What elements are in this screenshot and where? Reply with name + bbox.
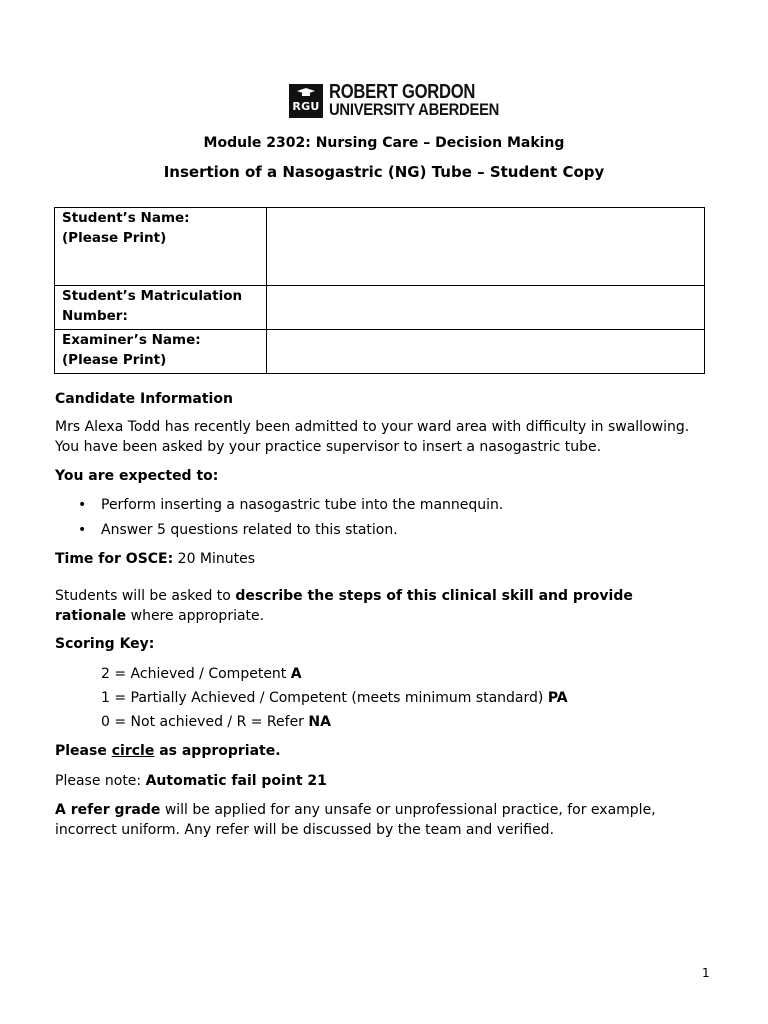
osce-time-label: Time for OSCE: [55,551,174,567]
bullet-icon: • [78,522,87,538]
list-item [78,495,503,520]
osce-time [55,549,255,569]
score-code: PA [547,690,568,706]
logo-line-2: UNIVERSITY ABERDEEN [329,99,500,119]
bullet-icon: • [78,497,87,513]
logo-wordmark [329,80,525,119]
describe-instructions [55,586,633,626]
expected-list [78,495,503,545]
describe-bold: describe the steps of this clinical skill and provide rationale [55,588,633,624]
score-code: A [290,666,302,682]
expected-heading: You are expected to: [55,468,219,484]
candidate-info-heading: Candidate Information [55,391,233,407]
university-logo [289,82,525,119]
table-row [55,330,705,374]
matriculation-field[interactable] [267,286,705,330]
document-title: Insertion of a Nasogastric (NG) Tube – Student Copy [163,163,605,181]
page-number: 1 [702,966,710,980]
list-item-text: Answer 5 questions related to this station. [101,522,398,538]
scoring-key-heading: Scoring Key: [55,636,155,652]
circle-instruction: Please circle as appropriate. [55,743,281,759]
fail-point-note: Please note: Automatic fail point 21 [55,773,327,789]
osce-time-value: 20 Minutes [173,551,256,567]
table-row [55,286,705,330]
student-name-field[interactable] [267,208,705,286]
logo-abbreviation: RGU [292,99,320,113]
examiner-name-label: Examiner’s Name: (Please Print) [55,330,267,374]
matriculation-label: Student’s Matriculation Number: [55,286,267,330]
student-name-label: Student’s Name: (Please Print) [55,208,267,286]
candidate-info-text: Mrs Alexa Todd has recently been admitted to your ward area with difficulty in swallowing. You have been asked by your practice supervisor to insert a nasogastric tube. [55,419,690,455]
table-row [55,208,705,286]
list-item-text: Perform inserting a nasogastric tube into the mannequin. [101,497,504,513]
logo-line-1: ROBERT GORDON [329,80,476,103]
module-title: Module 2302: Nursing Care – Decision Making [203,135,565,151]
examiner-name-field[interactable] [267,330,705,374]
refer-grade-text: A refer grade will be applied for any unsafe or unprofessional practice, for example, incorrect uniform. Any refer will be discussed by the team and verified. [55,802,656,838]
scoring-item: 1 = Partially Achieved / Competent (meets minimum standard) PA [101,690,568,706]
logo-emblem [289,84,323,118]
mortarboard-icon [297,88,315,96]
list-item [78,520,503,545]
describe-pre: Students will be asked to [55,588,236,604]
describe-post: where appropriate. [126,608,265,624]
scoring-item: 2 = Achieved / Competent A [101,666,302,682]
student-details-table [54,207,705,374]
score-code: NA [308,714,331,730]
scoring-item: 0 = Not achieved / R = Refer NA [101,714,331,730]
